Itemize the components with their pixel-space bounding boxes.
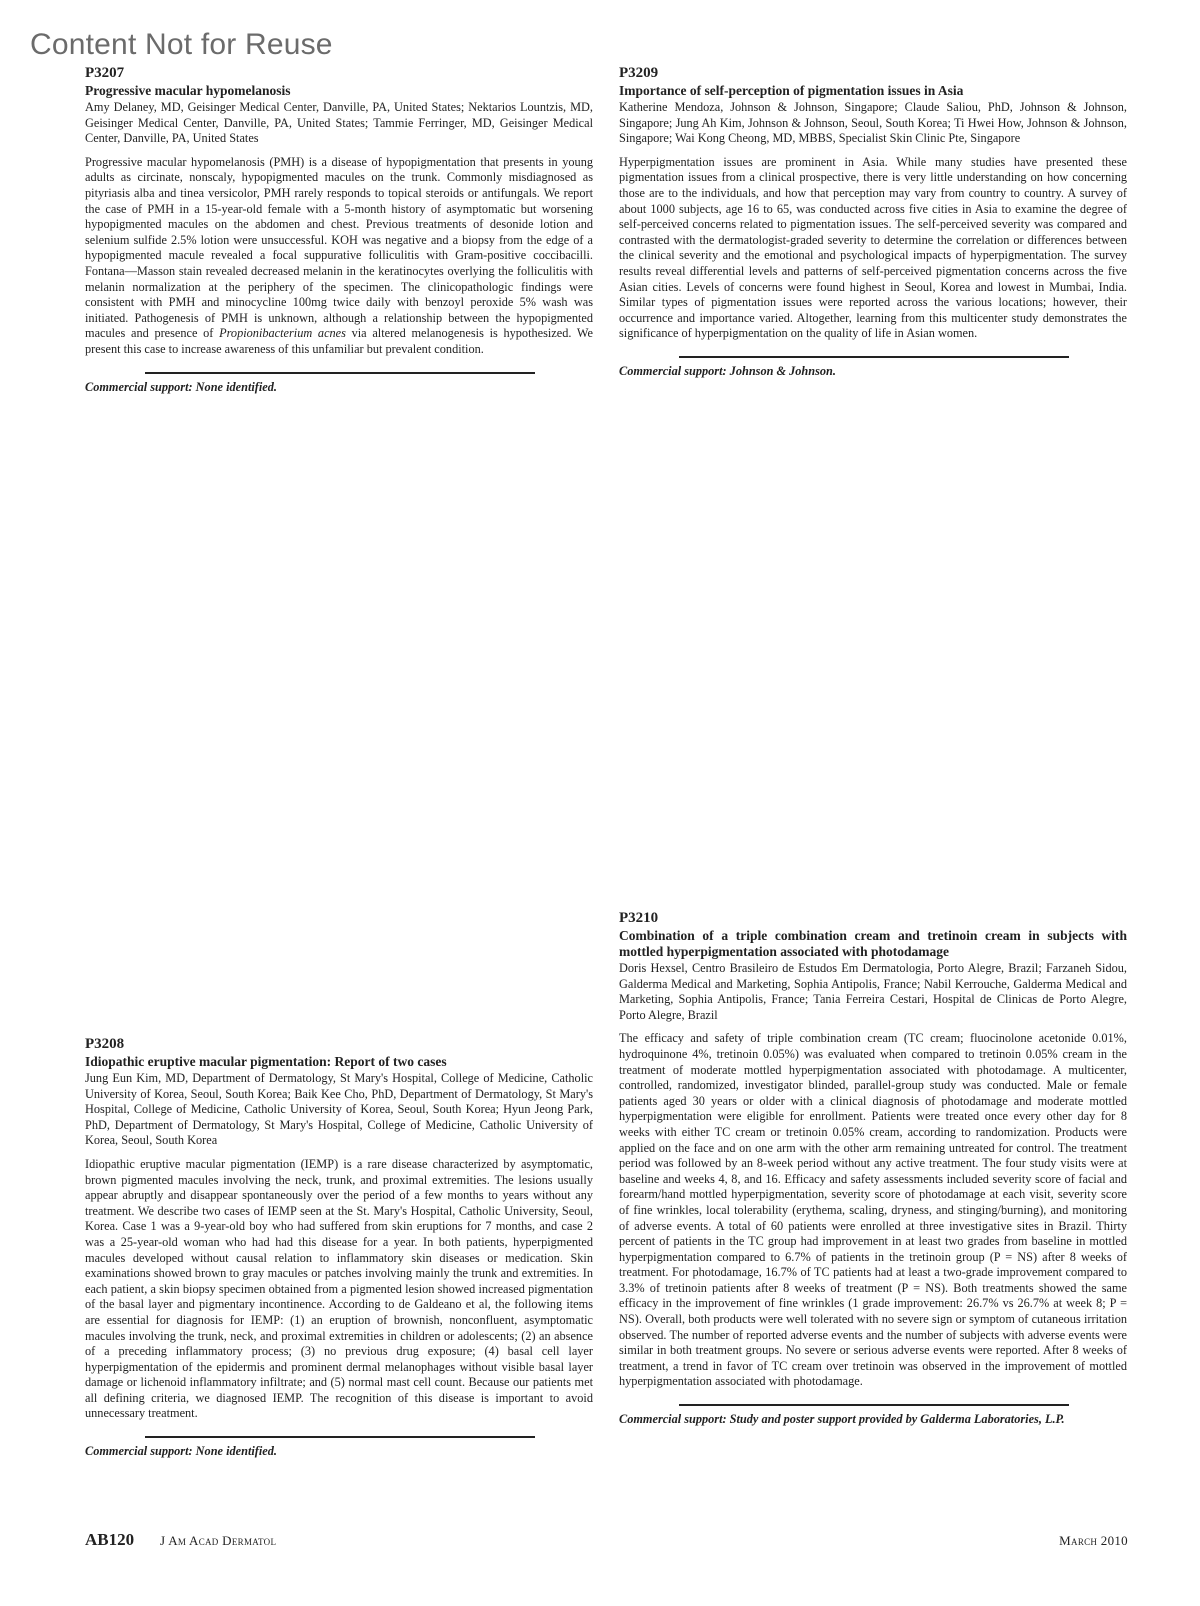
divider xyxy=(145,1436,535,1438)
abstract-body xyxy=(85,155,593,358)
divider xyxy=(679,1404,1069,1406)
abstract-p3207 xyxy=(85,64,593,395)
journal-name: J Am Acad Dermatol xyxy=(160,1533,277,1548)
commercial-support: Commercial support: Study and poster support provided by Galderma Laboratories, L.P. xyxy=(619,1412,1065,1427)
commercial-support: Commercial support: None identified. xyxy=(85,1444,277,1459)
divider xyxy=(679,356,1069,358)
watermark: Content Not for Reuse xyxy=(30,28,333,61)
abstract-body: Idiopathic eruptive macular pigmentation (IEMP) is a rare disease characterized by asymptomatic, brown pigmented macules involving the neck, trunk, and proximal extremities. The lesions usually appear abruptly and disappear spontaneously over the period of a few months to years without any treatment. We describe two cases of IEMP seen at the St. Mary's Hospital, Catholic University, Seoul, Korea. Case 1 was a 9-year-old boy who had suffered from skin eruptions for 7 months, and case 2 was a 25-year-old woman who had had this disease for a year. In both patients, hyperpigmented macules developed without causal relation to inflammatory skin diseases or medication. Skin examinations showed brown to gray macules or patches involving mainly the trunk and extremities. In each patient, a skin biopsy specimen obtained from a pigmented lesion showed increased pigmentation of the basal layer and pigmentary incontinence. According to de Galdeano et al, the following items are essential for diagnosis for IEMP: (1) an eruption of brownish, nonconfluent, asymptomatic macules involving the trunk, neck, and proximal extremities in children or adolescents; (2) an absence of a preceding inflammatory process; (3) no previous drug exposure; (4) basal cell layer hyperpigmentation of the epidermis and prominent dermal melanophages without visible basal layer damage or lichenoid inflammatory infiltrate; and (5) normal mast cell count. Because our patients met all defining criteria, we diagnosed IEMP. The recognition of this disease is important to avoid unnecessary treatment. xyxy=(85,1156,593,1421)
abstract-body-text: Progressive macular hypomelanosis (PMH) is a disease of hypopigmentation that presents in young adults as circinate, nonscaly, hypopigmented macules on the trunk. Commonly misdiagnosed as pityriasis alba and tinea versicolor, PMH rarely responds to topical steroids or antifungals. We report the case of PMH in a 15-year-old female with a 5-month history of asymptomatic but worsening hypopigmented macules on the abdomen and chest. Previous treatments of desonide lotion and selenium sulfide 2.5% lotion were unsuccessful. KOH was negative and a biopsy from the edge of a hypopigmented macule revealed a focal suppurative folliculitis with Gram-positive coccibacilli. Fontana—Masson stain revealed decreased melanin in the keratinocytes overlying the folliculitis with melanin normalization at the periphery of the specimen. The clinicopathologic findings were consistent with PMH and minocycline 100mg twice daily with benzoyl peroxide 5% wash was initiated. Pathogenesis of PMH is unknown, although a relationship between the hypopigmented macules and presence of xyxy=(85,154,593,341)
abstract-id: P3210 xyxy=(619,910,659,926)
abstract-p3208 xyxy=(85,1035,593,1460)
commercial-support: Commercial support: None identified. xyxy=(85,379,277,394)
abstract-body: Hyperpigmentation issues are prominent in Asia. While many studies have presented these pigmentation issues from a clinical prospective, there is very little understanding on how concerning those are to the individuals, and how that perception may vary from country to country. A survey of about 1000 subjects, age 16 to 65, was conducted across five cities in Asia to examine the degree of self-perceived concerns related to pigmentation issues. The self-perceived severity was compared and contrasted with the dermatologist-graded severity to determine the correlation or differences between the clinical severity and the emotional and psychological impacts of hyperpigmentation. The survey results reveal differential levels and patterns of self-perceived pigmentation concerns across the five Asian cities. Levels of concerns were found highest in Seoul, Korea and lowest in Mumbai, India. Similar types of pigmentation issues were reported across the various locations; however, their occurrence and importance varied. Altogether, learning from this multicenter study demonstrates the significance of hyperpigmentation on the quality of life in Asian women. xyxy=(619,154,1127,341)
abstract-id: P3207 xyxy=(85,65,125,81)
abstract-authors: Katherine Mendoza, Johnson & Johnson, Singapore; Claude Saliou, PhD, Johnson & Johnson, Singapore; Jung Ah Kim, Johnson & Johnson, Seoul, South Korea; Ti Hwei How, Johnson & Johnson, Singapore; Wai Kong Cheong, MD, MBBS, Specialist Skin Clinic Pte, Singapore xyxy=(619,100,1127,146)
page-number: AB120 xyxy=(85,1530,135,1549)
commercial-support: Commercial support: Johnson & Johnson. xyxy=(619,363,836,378)
abstract-p3210 xyxy=(619,909,1127,1428)
abstract-title: Idiopathic eruptive macular pigmentation: Report of two cases xyxy=(85,1054,447,1069)
abstract-title: Combination of a triple combination cream and tretinoin cream in subjects with mottled hyperpigmentation associated with photodamage xyxy=(619,928,1127,959)
page-footer xyxy=(85,1530,1128,1550)
abstract-id: P3208 xyxy=(85,1036,125,1052)
abstract-p3209 xyxy=(619,64,1127,380)
divider xyxy=(145,372,535,374)
issue-date: March 2010 xyxy=(1059,1533,1128,1548)
abstract-id: P3209 xyxy=(619,65,659,81)
abstract-body-text: via altered melanogenesis is hypothesized. We present this case to increase awareness of this unfamiliar but prevalent condition. xyxy=(85,326,593,356)
abstract-body: The efficacy and safety of triple combination cream (TC cream; fluocinolone acetonide 0.01%, hydroquinone 4%, tretinoin 0.05%) was evaluated when compared to tretinoin 0.05% cream in the treatment of moderate mottled hyperpigmentation associated with photodamage. A multicenter, controlled, randomized, investigator blinded, parallel-group study was conducted. Male or female patients aged 30 years or older with a clinical diagnosis of photodamage and moderate mottled hyperpigmentation were eligible for enrollment. Patients were treated once every other day for 8 weeks with either TC cream or tretinoin 0.05% cream, according to randomization. Products were applied on the face and on one arm with the other arm remaining untreated for control. The treatment period was followed by an 8-week period without any active treatment. The four study visits were at baseline and weeks 4, 8, and 16. Efficacy and safety assessments included severity score of facial and forearm/hand mottled hyperpigmentation, severity score of photodamage at each visit, severity score of fine wrinkles, local tolerability (erythema, scaling, dryness, and stinging/burning), and monitoring of adverse events. A total of 60 patients were enrolled at three investigative sites in Brazil. Thirty percent of patients in the TC group had improvement in at least two grades from baseline in mottled hyperpigmentation compared to 6.7% of patients in the tretinoin group (P = NS) after 8 weeks of treatment. For photodamage, 16.7% of TC patients had at least a two-grade improvement compared to 3.3% of tretinoin patients after 8 weeks of treatment (P = NS). Both treatments showed the same efficacy in the improvement of fine wrinkles (1 grade improvement: 26.7% vs 26.7% at week 8; P = NS). Overall, both products were well tolerated with no severe sign or symptom of cutaneous irritation observed. The number of reported adverse events and the number of subjects with adverse events were similar in both treatment groups. No severe or serious adverse events were reported. After 8 weeks of treatment, a trend in favor of TC cream over tretinoin was observed in the improvement of mottled hyperpigmentation associated with photodamage. xyxy=(619,1031,1127,1389)
species-name: Propionibacterium acnes xyxy=(219,326,346,341)
abstract-authors: Doris Hexsel, Centro Brasileiro de Estudos Em Dermatologia, Porto Alegre, Brazil; Farzaneh Sidou, Galderma Medical and Marketing, Sophia Antipolis, France; Nabil Kerrouche, Galderma Medical and Marketing, Sophia Antipolis, France; Tania Ferreira Cestari, Hospital de Clinicas de Porto Alegre, Porto Alegre, Brazil xyxy=(619,961,1127,1022)
abstract-authors: Jung Eun Kim, MD, Department of Dermatology, St Mary's Hospital, College of Medicine, Catholic University of Korea, Seoul, South Korea; Baik Kee Cho, PhD, Department of Dermatology, St Mary's Hospital, College of Medicine, Catholic University of Korea, Seoul, South Korea; Hyun Jeong Park, PhD, Department of Dermatology, St Mary's Hospital, College of Medicine, Catholic University of Korea, Seoul, South Korea xyxy=(85,1071,593,1148)
abstract-authors: Amy Delaney, MD, Geisinger Medical Center, Danville, PA, United States; Nektarios Lountzis, MD, Geisinger Medical Center, Danville, PA, United States; Tammie Ferringer, MD, Geisinger Medical Center, Danville, PA, United States xyxy=(85,100,593,146)
abstract-title: Progressive macular hypomelanosis xyxy=(85,83,291,98)
abstract-title: Importance of self-perception of pigmentation issues in Asia xyxy=(619,83,964,98)
